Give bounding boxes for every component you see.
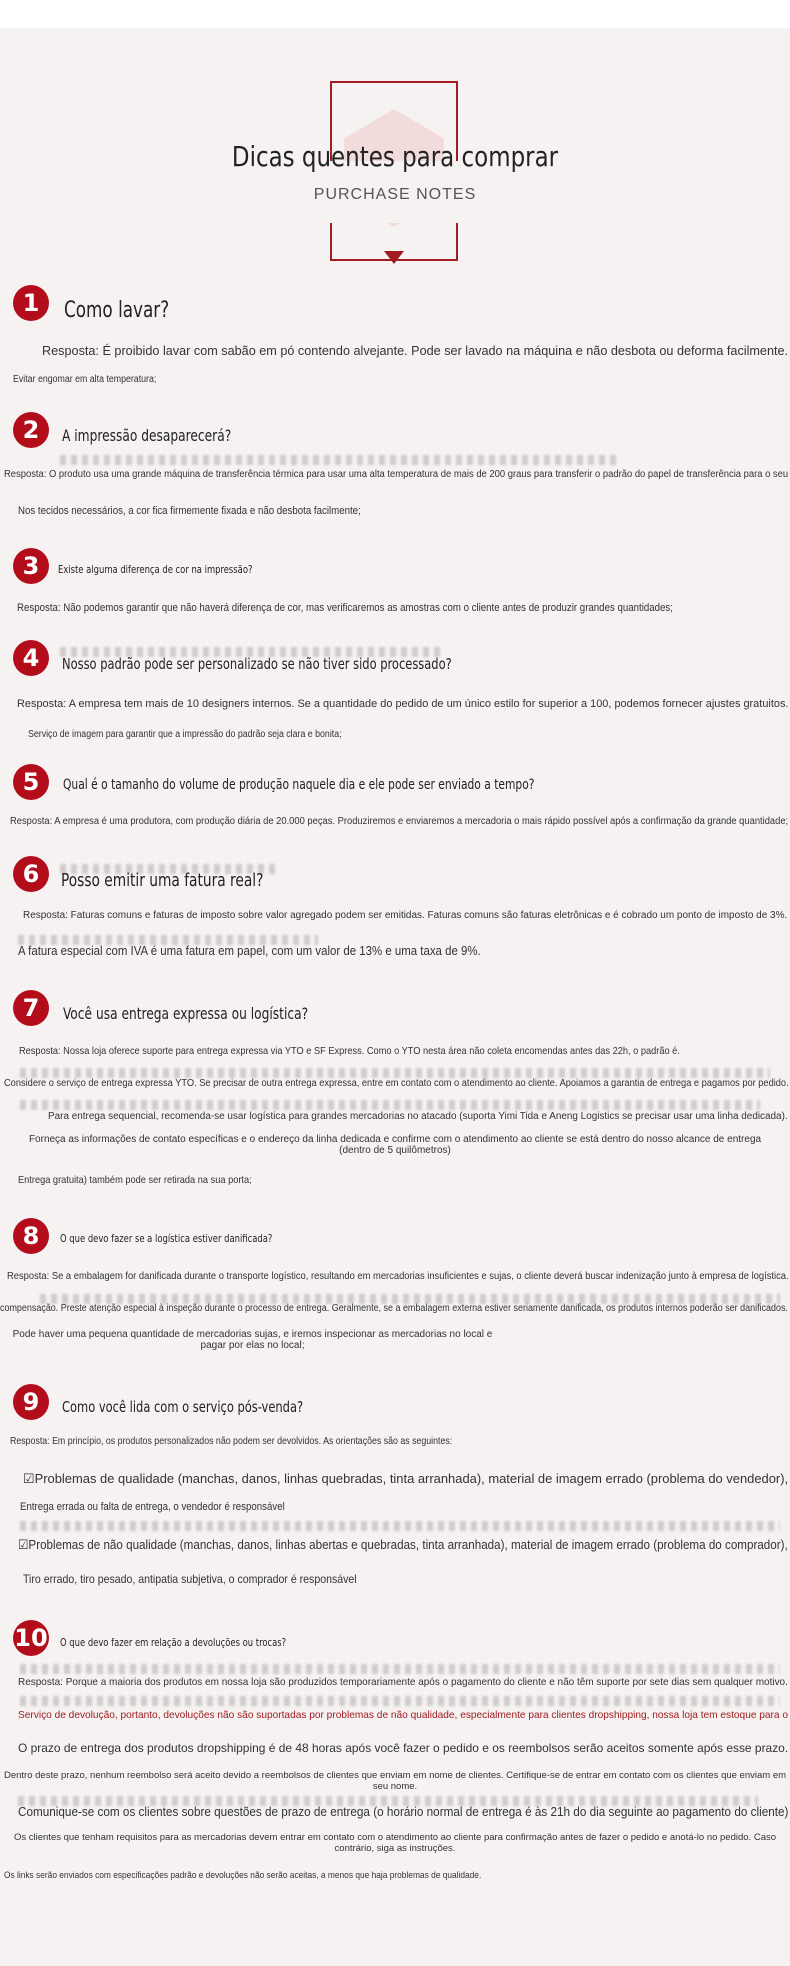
- item-answer-line: Considere o serviço de entrega expressa YTO. Se precisar de outra entrega expressa, entre em contato com o atendimento ao cliente. Apoiamos a garantia de entrega e pagamos por pedido.: [4, 1078, 789, 1089]
- blurred-text-artifact: [20, 1100, 760, 1110]
- page-subtitle: PURCHASE NOTES: [313, 186, 477, 203]
- item-answer-line: A fatura especial com IVA é uma fatura em papel, com um valor de 13% e uma taxa de 9%.: [18, 943, 481, 958]
- item-answer-line: Dentro deste prazo, nenhum reembolso será aceito devido a reembolsos de clientes que enviam em nome de clientes. Certifique-se de entrar em contato com os clientes que enviam em seu nome.: [3, 1770, 787, 1792]
- item-answer-line: Evitar engomar em alta temperatura;: [13, 374, 157, 385]
- item-number-badge: 6: [13, 856, 49, 892]
- item-answer-line: Os clientes que tenham requisitos para as mercadorias devem entrar em contato com o atendimento ao cliente para confirmação antes de fazer o pedido e anotá-lo no pedido. Caso contrário, siga as instruções.: [13, 1832, 777, 1854]
- item-number-badge: 7: [13, 990, 49, 1026]
- item-question: Como você lida com o serviço pós-venda?: [62, 1398, 304, 1416]
- item-answer-line: Forneça as informações de contato específicas e o endereço da linha dedicada e confirme com o atendimento ao cliente se está dentro do nosso alcance de entrega (dentro de 5 quilômetros): [28, 1134, 762, 1156]
- item-answer-line: Resposta: Nossa loja oferece suporte para entrega expressa via YTO e SF Express. Como o YTO nesta área não coleta encomendas antes das 22h, o padrão é.: [19, 1045, 680, 1057]
- item-question: Posso emitir uma fatura real?: [61, 870, 264, 891]
- frame-line: [330, 81, 458, 83]
- item-question: Como lavar?: [64, 298, 170, 323]
- item-question: Você usa entrega expressa ou logística?: [63, 1004, 309, 1023]
- item-answer-line: Resposta: Faturas comuns e faturas de imposto sobre valor agregado podem ser emitidas. Faturas comuns são faturas eletrônicas e é cobrado um ponto de imposto de 3%.: [23, 910, 788, 921]
- blurred-text-artifact: [20, 1696, 780, 1706]
- item-answer-line: Resposta: A empresa tem mais de 10 designers internos. Se a quantidade do pedido de um único estilo for superior a 100, podemos fornecer ajustes gratuitos.: [17, 698, 789, 710]
- item-answer-text: Problemas de não qualidade (manchas, danos, linhas abertas e quebradas, tinta arranhada), material de imagem errado (problema do comprador),: [28, 1537, 788, 1552]
- item-answer-line: Resposta: É proibido lavar com sabão em pó contendo alvejante. Pode ser lavado na máquina e não desbota ou deforma facilmente.: [42, 343, 789, 358]
- item-number-badge: 4: [13, 640, 49, 676]
- down-triangle-icon: [384, 251, 404, 264]
- item-answer-line: Resposta: O produto usa uma grande máquina de transferência térmica para usar uma alta temperatura de mais de 200 graus para transferir o padrão do papel de transferência para o seu: [4, 469, 789, 480]
- item-answer-text: Problemas de qualidade (manchas, danos, linhas quebradas, tinta arranhada), material de imagem errado (problema do vendedor),: [34, 1471, 789, 1486]
- item-answer-line: Os links serão enviados com especificações padrão e devoluções não serão aceitas, a menos que haja problemas de qualidade.: [4, 1870, 482, 1881]
- item-number-badge: 2: [13, 412, 49, 448]
- item-answer-line: Resposta: Não podemos garantir que não haverá diferença de cor, mas verificaremos as amostras com o cliente antes de produzir grandes quantidades;: [17, 602, 673, 614]
- item-number-badge: 5: [13, 764, 49, 800]
- item-number-badge: 10: [13, 1620, 49, 1656]
- item-question: A impressão desaparecerá?: [62, 426, 232, 445]
- item-answer-line: Nos tecidos necessários, a cor fica firmemente fixada e não desbota facilmente;: [18, 505, 361, 517]
- item-question: Qual é o tamanho do volume de produção naquele dia e ele pode ser enviado a tempo?: [63, 777, 535, 793]
- item-number-badge: 3: [13, 548, 49, 584]
- item-answer-line: Resposta: Se a embalagem for danificada durante o transporte logístico, resultando em mercadorias insuficientes e sujas, o cliente deverá buscar indenização junto à empresa de logística.: [7, 1271, 789, 1282]
- item-answer-line: Serviço de imagem para garantir que a impressão do padrão seja clara e bonita;: [28, 729, 342, 740]
- blurred-text-artifact: [20, 1664, 780, 1674]
- item-question: Nosso padrão pode ser personalizado se não tiver sido processado?: [62, 655, 452, 673]
- item-question: Existe alguma diferença de cor na impressão?: [58, 563, 253, 576]
- item-answer-line: Serviço de devolução, portanto, devoluções não são suportadas por problemas de não qualidade, especialmente para clientes dropshipping, nossa loja tem estoque para o: [18, 1709, 789, 1721]
- item-number-badge: 8: [13, 1218, 49, 1254]
- blurred-text-artifact: [20, 1521, 780, 1531]
- item-number-badge: 9: [13, 1384, 49, 1420]
- blurred-text-artifact: [20, 1068, 770, 1078]
- item-answer-line: Resposta: Em princípio, os produtos personalizados não podem ser devolvidos. As orientações são as seguintes:: [10, 1436, 453, 1447]
- item-number-badge: 1: [13, 285, 49, 321]
- page-title: Dicas quentes para comprar: [231, 140, 559, 173]
- item-answer-line: Comunique-se com os clientes sobre questões de prazo de entrega (o horário normal de entrega é às 21h do dia seguinte ao pagamento do cliente): [18, 1805, 789, 1819]
- blurred-text-artifact: [60, 455, 620, 465]
- item-answer-line: Tiro errado, tiro pesado, antipatia subjetiva, o comprador é responsável: [23, 1572, 357, 1586]
- purchase-notes-page: [0, 28, 790, 1966]
- item-answer-line: [18, 1537, 788, 1553]
- item-answer-line: Para entrega sequencial, recomenda-se usar logística para grandes mercadorias no atacado (suporta Yimi Tida e Aneng Logistics se precisar usar uma linha dedicada).: [48, 1111, 788, 1122]
- item-answer-line: Pode haver uma pequena quantidade de mercadorias sujas, e iremos inspecionar as mercadorias no local e pagar por elas no local;: [12, 1329, 493, 1351]
- item-answer-line: [23, 1471, 788, 1487]
- checkbox-glyph-icon: ☑: [23, 1471, 35, 1486]
- item-answer-line: compensação. Preste atenção especial à inspeção durante o processo de entrega. Geralmente, se a embalagem externa estiver seriamente danificada, os produtos internos poderão ser danificados.: [0, 1303, 788, 1314]
- item-answer-line: Resposta: A empresa é uma produtora, com produção diária de 20.000 peças. Produziremos e enviaremos a mercadoria o mais rápido possível após a confirmação da grande quantidade;: [10, 816, 789, 827]
- item-answer-line: Entrega errada ou falta de entrega, o vendedor é responsável: [20, 1501, 285, 1513]
- item-answer-line: O prazo de entrega dos produtos dropshipping é de 48 horas após você fazer o pedido e os reembolsos serão aceitos somente após esse prazo.: [18, 1741, 789, 1755]
- item-answer-line: Entrega gratuita) também pode ser retirada na sua porta;: [18, 1174, 252, 1186]
- checkbox-glyph-icon: ☑: [18, 1537, 29, 1552]
- item-question: O que devo fazer se a logística estiver danificada?: [60, 1232, 273, 1245]
- item-answer-line: Resposta: Porque a maioria dos produtos em nossa loja são produzidos temporariamente após o pagamento do cliente e não têm suporte por sete dias sem qualquer motivo.: [18, 1676, 788, 1688]
- item-question: O que devo fazer em relação a devoluções ou trocas?: [60, 1636, 287, 1649]
